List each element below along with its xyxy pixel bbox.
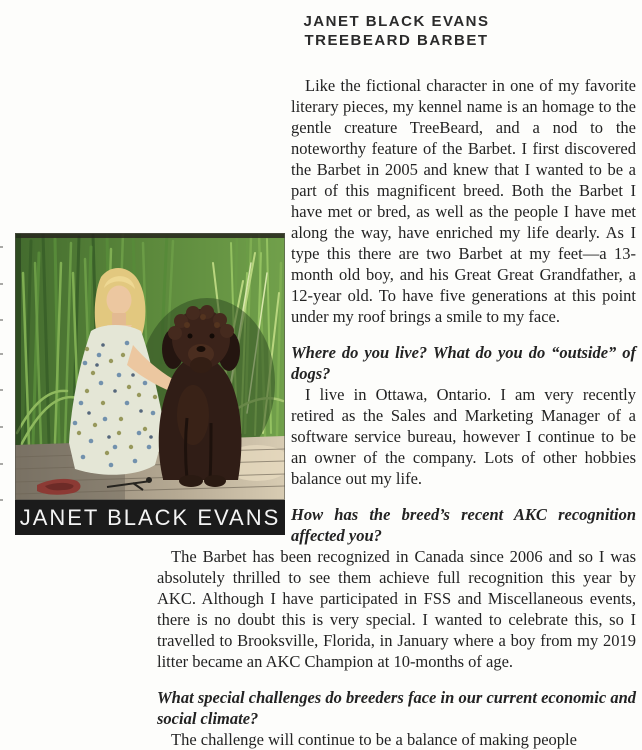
answer-where-do-you-live: I live in Ottawa, Ontario. I am very recently retired as the Sales and Marketing Manager of a software service bureau, however I continue to be an owner of the company. Lots of other hobbies balance out my life.: [291, 385, 636, 488]
page-title: [157, 12, 636, 50]
question-breeder-challenges: What special challenges do breeders face in our current economic and social climate?: [157, 688, 636, 728]
answer-breeder-challenges: The challenge will continue to be a balance of making people: [171, 730, 577, 749]
answer-akc-recognition: The Barbet has been recognized in Canada since 2006 and so I was absolutely thrilled to see them achieve full recognition this year by AKC. Although I have participated in FSS and Miscellaneous events, there is no doubt this is very special. I wanted to celebrate this, so I travelled to Brooksville, Florida, in January where a boy from my 2019 litter became an AKC Champion at 10-months of age.: [157, 547, 636, 671]
page-title-line1: JANET BLACK EVANS: [303, 13, 490, 30]
page-title-line2: TREEBEARD BARBET: [304, 32, 489, 49]
photo-caption: JANET BLACK EVANS: [15, 500, 285, 535]
portrait-photo: [15, 233, 285, 500]
photo-figure: [15, 233, 285, 535]
question-where-do-you-live: Where do you live? What do you do “outside” of dogs?: [291, 343, 636, 383]
question-akc-recognition: How has the breed’s recent AKC recognition affected you?: [291, 505, 636, 545]
dog-illustration: [159, 305, 242, 487]
article-body: [19, 75, 636, 750]
intro-paragraph: Like the fictional character in one of my favorite literary pieces, my kennel name is an homage to the gentle creature TreeBeard, and a nod to the noteworthy feature of the Barbet. I first discovered the Barbet in 2005 and knew that I wanted to be a part of this magnificent breed. Both the Barbet I have met or bred, as well as the people I have met along the way, have enriched my life dearly. As I type this there are two Barbet at my feet—a 13-month old boy, and his Great Great Grandfather, a 12-year old. To have five generations at this point under my roof brings a smile to my face.: [291, 76, 636, 326]
